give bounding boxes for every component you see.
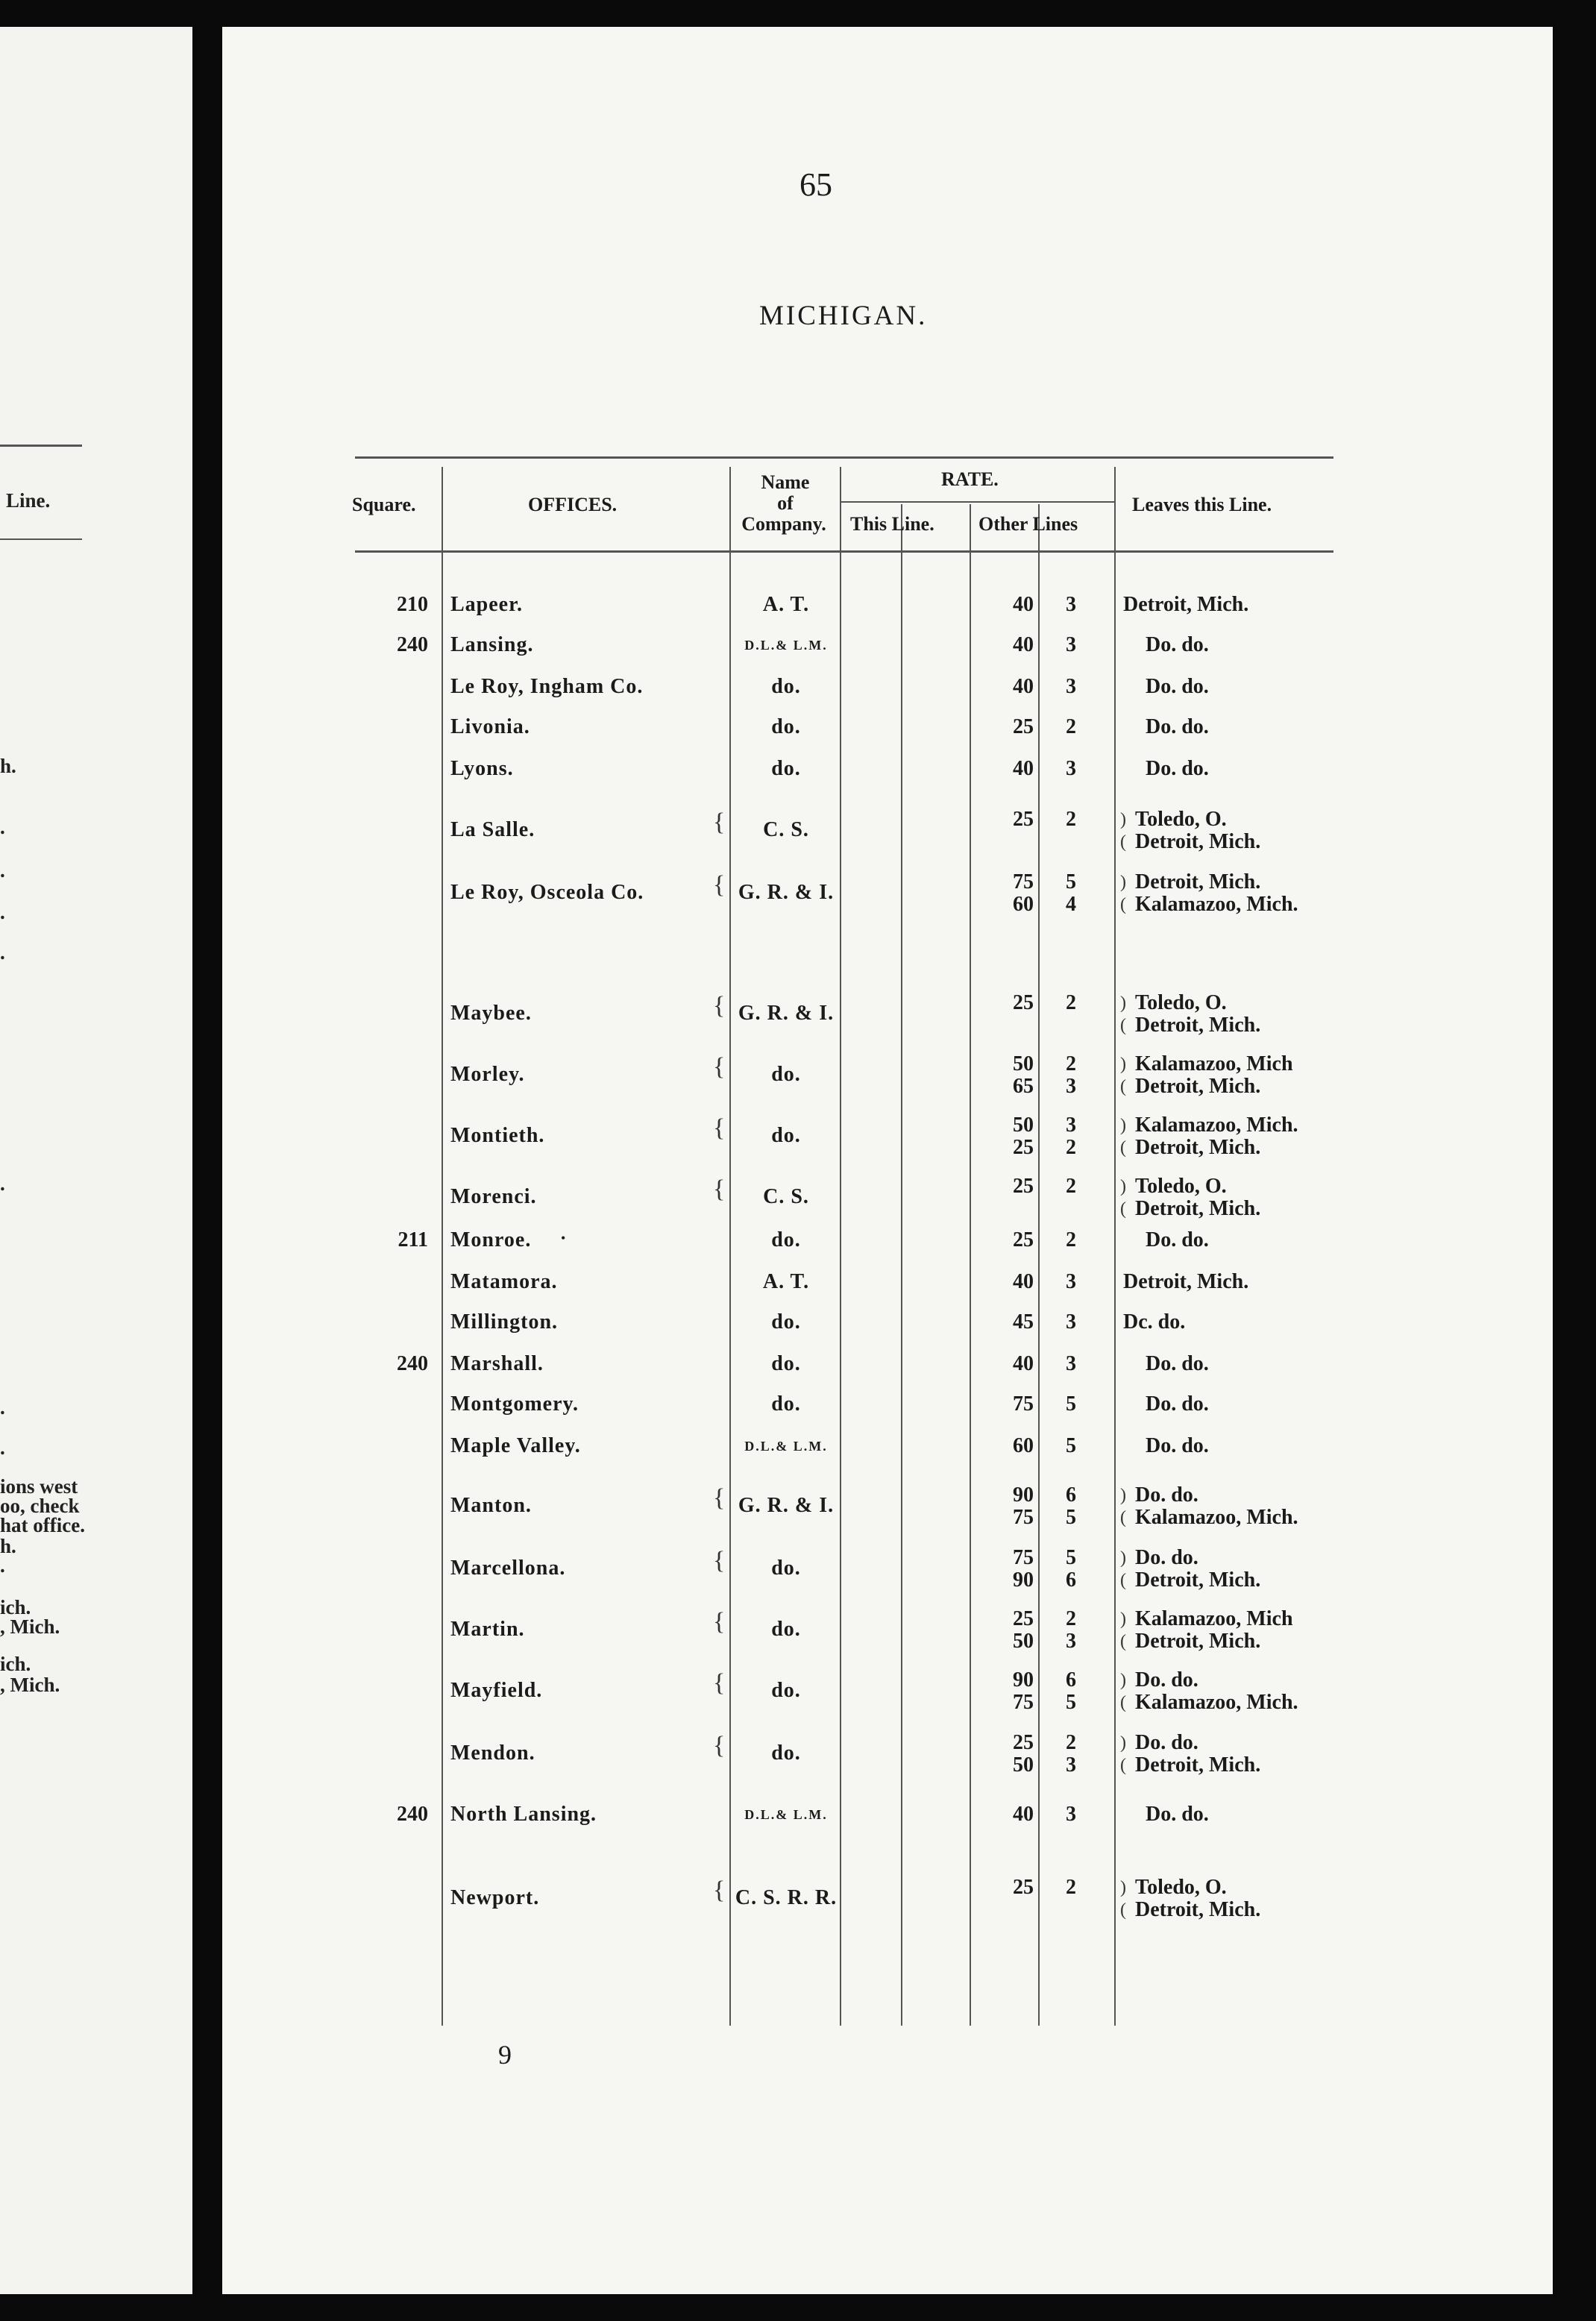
leaves-destination: Kalamazoo, Mich. (1135, 893, 1298, 916)
header-company-name: Name (761, 471, 810, 493)
square-number: 240 (397, 1803, 428, 1826)
leaves-brace-bottom: ( (1120, 1508, 1126, 1527)
other-lines-count: 2 (1066, 1175, 1076, 1198)
leaves-destination: Detroit, Mich. (1135, 870, 1261, 893)
other-lines-count: 3 (1066, 1114, 1076, 1137)
company-name: do. (771, 1679, 801, 1702)
other-lines-count: 3 (1066, 1803, 1076, 1826)
office-name: Mendon. (450, 1741, 535, 1765)
office-name: Manton. (450, 1494, 532, 1517)
office-name: Lapeer. (450, 593, 523, 616)
company-brace: { (713, 1175, 726, 1203)
other-lines-rate: 75 (1013, 1506, 1034, 1529)
left-page-fragment-line: h. (0, 1535, 16, 1557)
office-name: Lansing. (450, 633, 534, 656)
company-name: do. (771, 715, 801, 738)
page-title: MICHIGAN. (759, 301, 928, 331)
page-number: 65 (799, 166, 832, 203)
office-name: Newport. (450, 1886, 540, 1909)
company-name: A. T. (762, 1270, 810, 1293)
leaves-brace-bottom: ( (1120, 1900, 1126, 1920)
leaves-brace-bottom: ( (1120, 1077, 1126, 1096)
left-page-fragment-line: h. (0, 755, 16, 777)
company-name: G. R. & I. (738, 1494, 835, 1517)
square-number: 240 (397, 1352, 428, 1375)
leaves-destination: Detroit, Mich. (1135, 1568, 1261, 1592)
left-page-fragment-line: . (0, 816, 5, 838)
col-rule-this-line-a (901, 504, 902, 2026)
square-number: 211 (398, 1228, 428, 1251)
left-rule-top (0, 445, 82, 447)
leaves-brace-top: ) (1120, 1548, 1126, 1568)
other-lines-count: 3 (1066, 1352, 1076, 1375)
company-name: do. (771, 1063, 801, 1086)
left-page-fragment-line: . (0, 1436, 5, 1459)
leaves-destination: Detroit, Mich. (1123, 1270, 1249, 1293)
other-lines-count: 2 (1066, 1228, 1076, 1251)
other-lines-count: 3 (1066, 1753, 1076, 1777)
leaves-destination: Do. do. (1146, 675, 1209, 698)
col-rule-other-a (1038, 504, 1040, 2026)
other-lines-count: 4 (1066, 893, 1076, 916)
office-name: Mayfield. (450, 1679, 543, 1702)
other-lines-rate: 60 (1013, 1434, 1034, 1457)
company-name: do. (771, 1124, 801, 1147)
company-name: D.L.& L.M. (744, 638, 828, 653)
company-brace: { (713, 1669, 726, 1697)
company-name: do. (771, 1557, 801, 1580)
other-lines-count: 5 (1066, 1392, 1076, 1416)
leaves-destination: Do. do. (1135, 1546, 1198, 1569)
header-rate: RATE. (941, 468, 999, 490)
leaves-destination: Detroit, Mich. (1123, 593, 1249, 616)
other-lines-count: 2 (1066, 1052, 1076, 1075)
leaves-destination: Toledo, O. (1135, 1876, 1227, 1899)
other-lines-rate: 40 (1013, 1352, 1034, 1375)
company-brace: { (713, 1876, 726, 1904)
leaves-destination: Do. do. (1146, 1392, 1209, 1416)
company-brace: { (713, 1484, 726, 1512)
other-lines-count: 6 (1066, 1668, 1076, 1692)
other-lines-count: 5 (1066, 1506, 1076, 1529)
company-name: C. S. R. R. (735, 1886, 838, 1909)
other-lines-count: 3 (1066, 1630, 1076, 1653)
other-lines-rate: 75 (1013, 870, 1034, 893)
left-page-fragment-line: oo, check (0, 1495, 80, 1517)
left-page-fragment-line: , Mich. (0, 1674, 60, 1696)
left-page-fragment-line: Line. (6, 489, 51, 512)
other-lines-count: 3 (1066, 1075, 1076, 1098)
left-page-fragment-line: hat office. (0, 1514, 85, 1536)
square-number: 210 (397, 593, 428, 616)
leaves-destination: Do. do. (1135, 1731, 1198, 1754)
signature-mark: 9 (498, 2040, 512, 2070)
col-rule-square (442, 467, 443, 2026)
col-rule-company (840, 467, 841, 2026)
header-square: Square. (352, 494, 416, 515)
other-lines-rate: 60 (1013, 893, 1034, 916)
other-lines-count: 3 (1066, 675, 1076, 698)
leaves-brace-bottom: ( (1120, 1571, 1126, 1590)
other-lines-rate: 25 (1013, 1731, 1034, 1754)
other-lines-rate: 25 (1013, 991, 1034, 1014)
leaves-brace-bottom: ( (1120, 1693, 1126, 1712)
office-name: Marshall. (450, 1352, 544, 1375)
leaves-brace-top: ) (1120, 1878, 1126, 1897)
other-lines-rate: 50 (1013, 1753, 1034, 1777)
office-name: Montgomery. (450, 1392, 579, 1416)
leaves-destination: Toledo, O. (1135, 808, 1227, 831)
other-lines-rate: 25 (1013, 1876, 1034, 1899)
other-lines-rate: 25 (1013, 1175, 1034, 1198)
header-company-label: Company. (741, 513, 826, 535)
company-name: do. (771, 1310, 801, 1334)
other-lines-rate: 90 (1013, 1568, 1034, 1592)
table-top-rule (355, 456, 1333, 459)
left-page-fragment-line: ich. (0, 1596, 31, 1618)
company-brace: { (713, 1114, 726, 1142)
company-name: C. S. (763, 818, 809, 841)
company-name: do. (771, 1618, 801, 1641)
leaves-destination: Do. do. (1146, 633, 1209, 656)
leaves-destination: Do. do. (1135, 1483, 1198, 1507)
leaves-destination: Detroit, Mich. (1135, 1197, 1261, 1220)
other-lines-rate: 75 (1013, 1546, 1034, 1569)
office-name: Lyons. (450, 757, 514, 780)
other-lines-count: 6 (1066, 1568, 1076, 1592)
other-lines-count: 2 (1066, 991, 1076, 1014)
leaves-destination: Toledo, O. (1135, 991, 1227, 1014)
other-lines-rate: 40 (1013, 593, 1034, 616)
table-header-rule (355, 550, 1333, 553)
other-lines-rate: 75 (1013, 1691, 1034, 1714)
leaves-destination: Do. do. (1146, 715, 1209, 738)
other-lines-count: 2 (1066, 1731, 1076, 1754)
company-brace: { (713, 1547, 726, 1574)
square-number: 240 (397, 633, 428, 656)
company-name: G. R. & I. (738, 881, 835, 904)
company-name: do. (771, 1228, 801, 1251)
leaves-destination: Kalamazoo, Mich. (1135, 1506, 1298, 1529)
other-lines-count: 2 (1066, 715, 1076, 738)
left-page-fragment-line: . (0, 1396, 5, 1419)
other-lines-count: 2 (1066, 1136, 1076, 1159)
other-lines-rate: 25 (1013, 1136, 1034, 1159)
company-name: do. (771, 757, 801, 780)
leaves-destination: Kalamazoo, Mich. (1135, 1114, 1298, 1137)
left-page-fragment-line: , Mich. (0, 1615, 60, 1638)
left-page-fragment-line: ions west (0, 1475, 78, 1498)
other-lines-count: 5 (1066, 1434, 1076, 1457)
leaves-destination: Kalamazoo, Mich (1135, 1052, 1293, 1075)
leaves-destination: Detroit, Mich. (1135, 1075, 1261, 1098)
office-name: Le Roy, Ingham Co. (450, 675, 644, 698)
office-name: Monroe. (450, 1228, 532, 1251)
leaves-destination: Dc. do. (1123, 1310, 1186, 1334)
leaves-brace-top: ) (1120, 1116, 1126, 1135)
office-name: Millington. (450, 1310, 559, 1334)
leaves-brace-bottom: ( (1120, 1138, 1126, 1158)
leaves-destination: Do. do. (1146, 1228, 1209, 1251)
left-page-fragment (0, 27, 192, 2294)
other-lines-rate: 40 (1013, 675, 1034, 698)
leaves-destination: Detroit, Mich. (1135, 1014, 1261, 1037)
leaves-brace-top: ) (1120, 1177, 1126, 1196)
leaves-destination: Do. do. (1146, 1803, 1209, 1826)
office-name: Maple Valley. (450, 1434, 581, 1457)
other-lines-count: 3 (1066, 593, 1076, 616)
office-name: Le Roy, Osceola Co. (450, 881, 644, 904)
company-name: do. (771, 675, 801, 698)
header-this-line: This Line. (850, 513, 934, 535)
leaves-destination: Do. do. (1146, 1434, 1209, 1457)
left-page-fragment-line: . (0, 859, 5, 882)
leaves-destination: Do. do. (1146, 1352, 1209, 1375)
company-name: D.L.& L.M. (744, 1807, 828, 1822)
other-lines-count: 2 (1066, 1607, 1076, 1630)
other-lines-count: 3 (1066, 633, 1076, 656)
rate-subheader-rule (841, 501, 1114, 503)
other-lines-rate: 25 (1013, 808, 1034, 831)
company-brace: { (713, 871, 726, 899)
leaves-brace-top: ) (1120, 810, 1126, 829)
other-lines-count: 5 (1066, 1691, 1076, 1714)
header-offices: OFFICES. (528, 494, 618, 515)
header-leaves-this-line: Leaves this Line. (1132, 494, 1272, 515)
leaves-brace-bottom: ( (1120, 1632, 1126, 1651)
office-name: Morley. (450, 1063, 525, 1086)
left-page-fragment-line: ich. (0, 1653, 31, 1675)
other-lines-count: 5 (1066, 1546, 1076, 1569)
office-name: Maybee. (450, 1002, 532, 1025)
right-page (222, 27, 1553, 2294)
leaves-brace-bottom: ( (1120, 1016, 1126, 1035)
leaves-brace-top: ) (1120, 1671, 1126, 1690)
company-name: D.L.& L.M. (744, 1439, 828, 1454)
company-brace: { (713, 1732, 726, 1759)
leaves-destination: Kalamazoo, Mich (1135, 1607, 1293, 1630)
other-lines-rate: 25 (1013, 1228, 1034, 1251)
left-page-fragment-line: . (0, 901, 5, 923)
other-lines-count: 3 (1066, 1270, 1076, 1293)
header-other-lines: Other Lines (978, 513, 1078, 535)
leaves-brace-top: ) (1120, 1486, 1126, 1505)
other-lines-rate: 50 (1013, 1630, 1034, 1653)
office-name: La Salle. (450, 818, 535, 841)
leaves-brace-bottom: ( (1120, 895, 1126, 914)
leaves-destination: Detroit, Mich. (1135, 1630, 1261, 1653)
company-brace: { (713, 1053, 726, 1081)
other-lines-rate: 45 (1013, 1310, 1034, 1334)
leaves-brace-top: ) (1120, 1609, 1126, 1629)
other-lines-rate: 50 (1013, 1052, 1034, 1075)
other-lines-rate: 40 (1013, 633, 1034, 656)
other-lines-count: 6 (1066, 1483, 1076, 1507)
other-lines-count: 2 (1066, 808, 1076, 831)
company-name: C. S. (763, 1185, 809, 1208)
office-name: Livonia. (450, 715, 530, 738)
ink-speck: • (561, 1231, 566, 1246)
office-name: Matamora. (450, 1270, 558, 1293)
company-brace: { (713, 808, 726, 836)
other-lines-rate: 75 (1013, 1392, 1034, 1416)
leaves-destination: Detroit, Mich. (1135, 1898, 1261, 1921)
leaves-destination: Detroit, Mich. (1135, 1753, 1261, 1777)
other-lines-rate: 90 (1013, 1483, 1034, 1507)
col-rule-rate-end (1114, 467, 1116, 2026)
leaves-destination: Detroit, Mich. (1135, 830, 1261, 853)
office-name: Marcellona. (450, 1557, 566, 1580)
leaves-brace-top: ) (1120, 993, 1126, 1013)
header-company-of: of (777, 492, 794, 514)
other-lines-count: 3 (1066, 1310, 1076, 1334)
company-name: do. (771, 1741, 801, 1765)
office-name: Martin. (450, 1618, 525, 1641)
other-lines-count: 5 (1066, 870, 1076, 893)
leaves-destination: Do. do. (1135, 1668, 1198, 1692)
other-lines-rate: 90 (1013, 1668, 1034, 1692)
other-lines-count: 2 (1066, 1876, 1076, 1899)
other-lines-rate: 65 (1013, 1075, 1034, 1098)
company-brace: { (713, 1608, 726, 1636)
office-name: North Lansing. (450, 1803, 597, 1826)
other-lines-rate: 40 (1013, 757, 1034, 780)
other-lines-rate: 25 (1013, 1607, 1034, 1630)
company-name: do. (771, 1392, 801, 1416)
col-rule-offices (729, 467, 731, 2026)
left-page-fragment-line: . (0, 1554, 5, 1577)
other-lines-rate: 25 (1013, 715, 1034, 738)
leaves-destination: Toledo, O. (1135, 1175, 1227, 1198)
col-rule-this-line-b (970, 504, 971, 2026)
leaves-destination: Do. do. (1146, 757, 1209, 780)
other-lines-rate: 40 (1013, 1803, 1034, 1826)
leaves-brace-top: ) (1120, 873, 1126, 892)
other-lines-rate: 50 (1013, 1114, 1034, 1137)
left-rule-bottom (0, 538, 82, 540)
company-name: A. T. (762, 593, 810, 616)
leaves-brace-bottom: ( (1120, 1199, 1126, 1219)
left-page-fragment-line: . (0, 941, 5, 964)
leaves-brace-top: ) (1120, 1055, 1126, 1074)
other-lines-count: 3 (1066, 757, 1076, 780)
leaves-destination: Detroit, Mich. (1135, 1136, 1261, 1159)
left-page-fragment-line: . (0, 1172, 5, 1195)
leaves-brace-bottom: ( (1120, 1756, 1126, 1775)
other-lines-rate: 40 (1013, 1270, 1034, 1293)
company-name: do. (771, 1352, 801, 1375)
leaves-destination: Kalamazoo, Mich. (1135, 1691, 1298, 1714)
office-name: Montieth. (450, 1124, 545, 1147)
office-name: Morenci. (450, 1185, 537, 1208)
leaves-brace-bottom: ( (1120, 832, 1126, 852)
company-name: G. R. & I. (738, 1002, 835, 1025)
company-brace: { (713, 992, 726, 1020)
leaves-brace-top: ) (1120, 1733, 1126, 1753)
